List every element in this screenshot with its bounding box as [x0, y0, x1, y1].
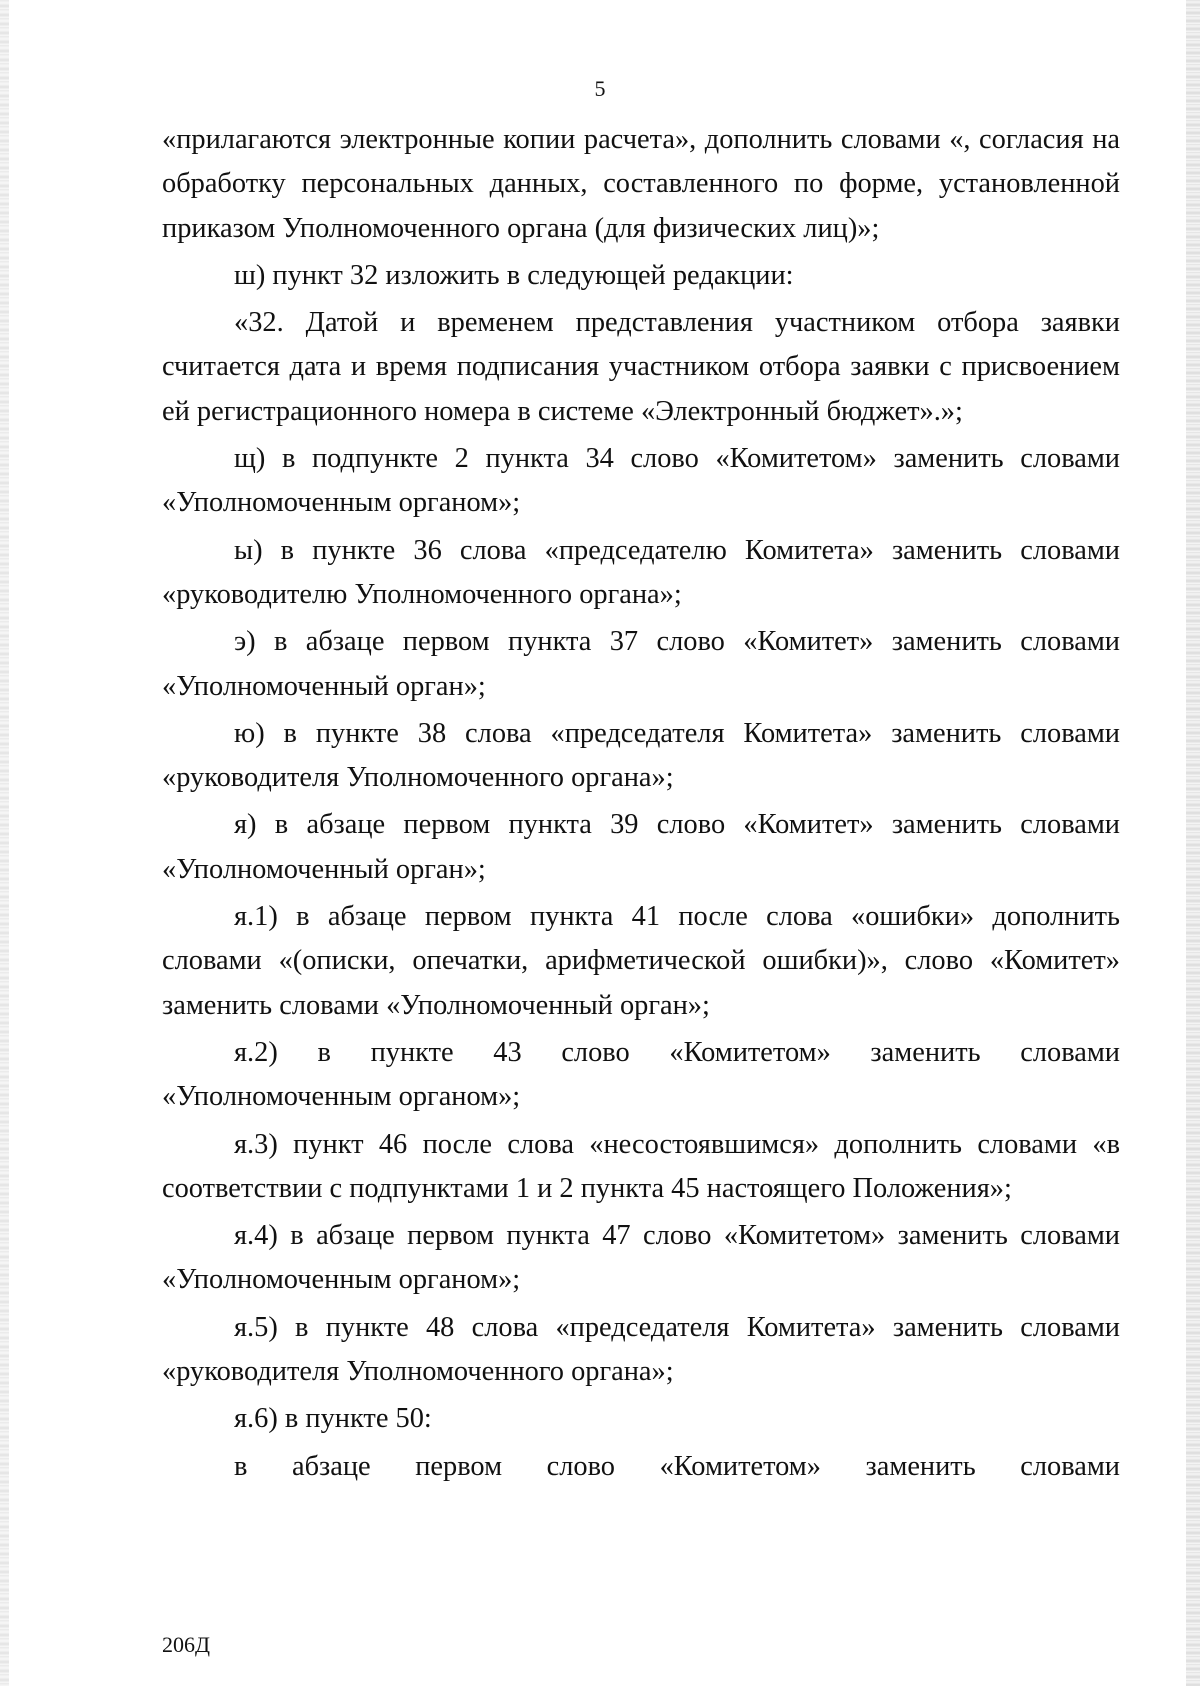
paragraph-ya-3: я.3) пункт 46 после слова «несостоявшимся» дополнить словами «в соответствии с подпунктами 1 и 2 пункта 45 настоящего Положения»; — [162, 1128, 1120, 1204]
scan-edge-left — [0, 0, 9, 1686]
paragraph-ya-6: я.6) в пункте 50: — [234, 1403, 432, 1435]
paragraph-continuation: «прилагаются электронные копии расчета», дополнить словами «, согласия на обработку персональных данных, составленного по форме, установленной приказом Уполномоченного органа (для физических лиц)»; — [162, 124, 1120, 244]
scan-edge-right — [1186, 0, 1200, 1686]
paragraph-ya-1: я.1) в абзаце первом пункта 41 после слова «ошибки» дополнить словами «(описки, опечатки, арифметической ошибки)», слово «Комитет» заменить словами «Уполномоченный орган»; — [162, 901, 1120, 1021]
paragraph-ya: я) в абзаце первом пункта 39 слово «Комитет» заменить словами «Уполномоченный орган»; — [162, 809, 1120, 885]
paragraph-abzac-first: в абзаце первом слово «Комитетом» заменить словами — [234, 1450, 1120, 1482]
paragraph-e: э) в абзаце первом пункта 37 слово «Комитет» заменить словами «Уполномоченный орган»; — [162, 626, 1120, 702]
paragraph-shch: щ) в подпункте 2 пункта 34 слово «Комитетом» заменить словами «Уполномоченным органом»; — [162, 443, 1120, 519]
paragraph-ya-5: я.5) в пункте 48 слова «председателя Комитета» заменить словами «руководителя Уполномоченного органа»; — [162, 1311, 1120, 1388]
paragraph-yu: ю) в пункте 38 слова «председателя Комитета» заменить словами «руководителя Уполномоченного органа»; — [162, 717, 1120, 794]
page-number: 5 — [594, 76, 606, 101]
paragraph-point-32: «32. Датой и временем представления участником отбора заявки считается дата и время подписания участником отбора заявки с присвоением ей регистрационного номера в системе «Электронный бюджет».»; — [162, 307, 1120, 427]
document-body — [162, 118, 1120, 1492]
document-code: 206Д — [162, 1632, 211, 1657]
paragraph-ya-2: я.2) в пункте 43 слово «Комитетом» заменить словами «Уполномоченным органом»; — [162, 1036, 1120, 1113]
paragraph-ya-4: я.4) в абзаце первом пункта 47 слово «Комитетом» заменить словами «Уполномоченным органом»; — [162, 1220, 1120, 1296]
paragraph-sh: ш) пункт 32 изложить в следующей редакции: — [234, 259, 794, 291]
paragraph-y: ы) в пункте 36 слова «председателю Комитета» заменить словами «руководителю Уполномоченного органа»; — [162, 534, 1120, 610]
